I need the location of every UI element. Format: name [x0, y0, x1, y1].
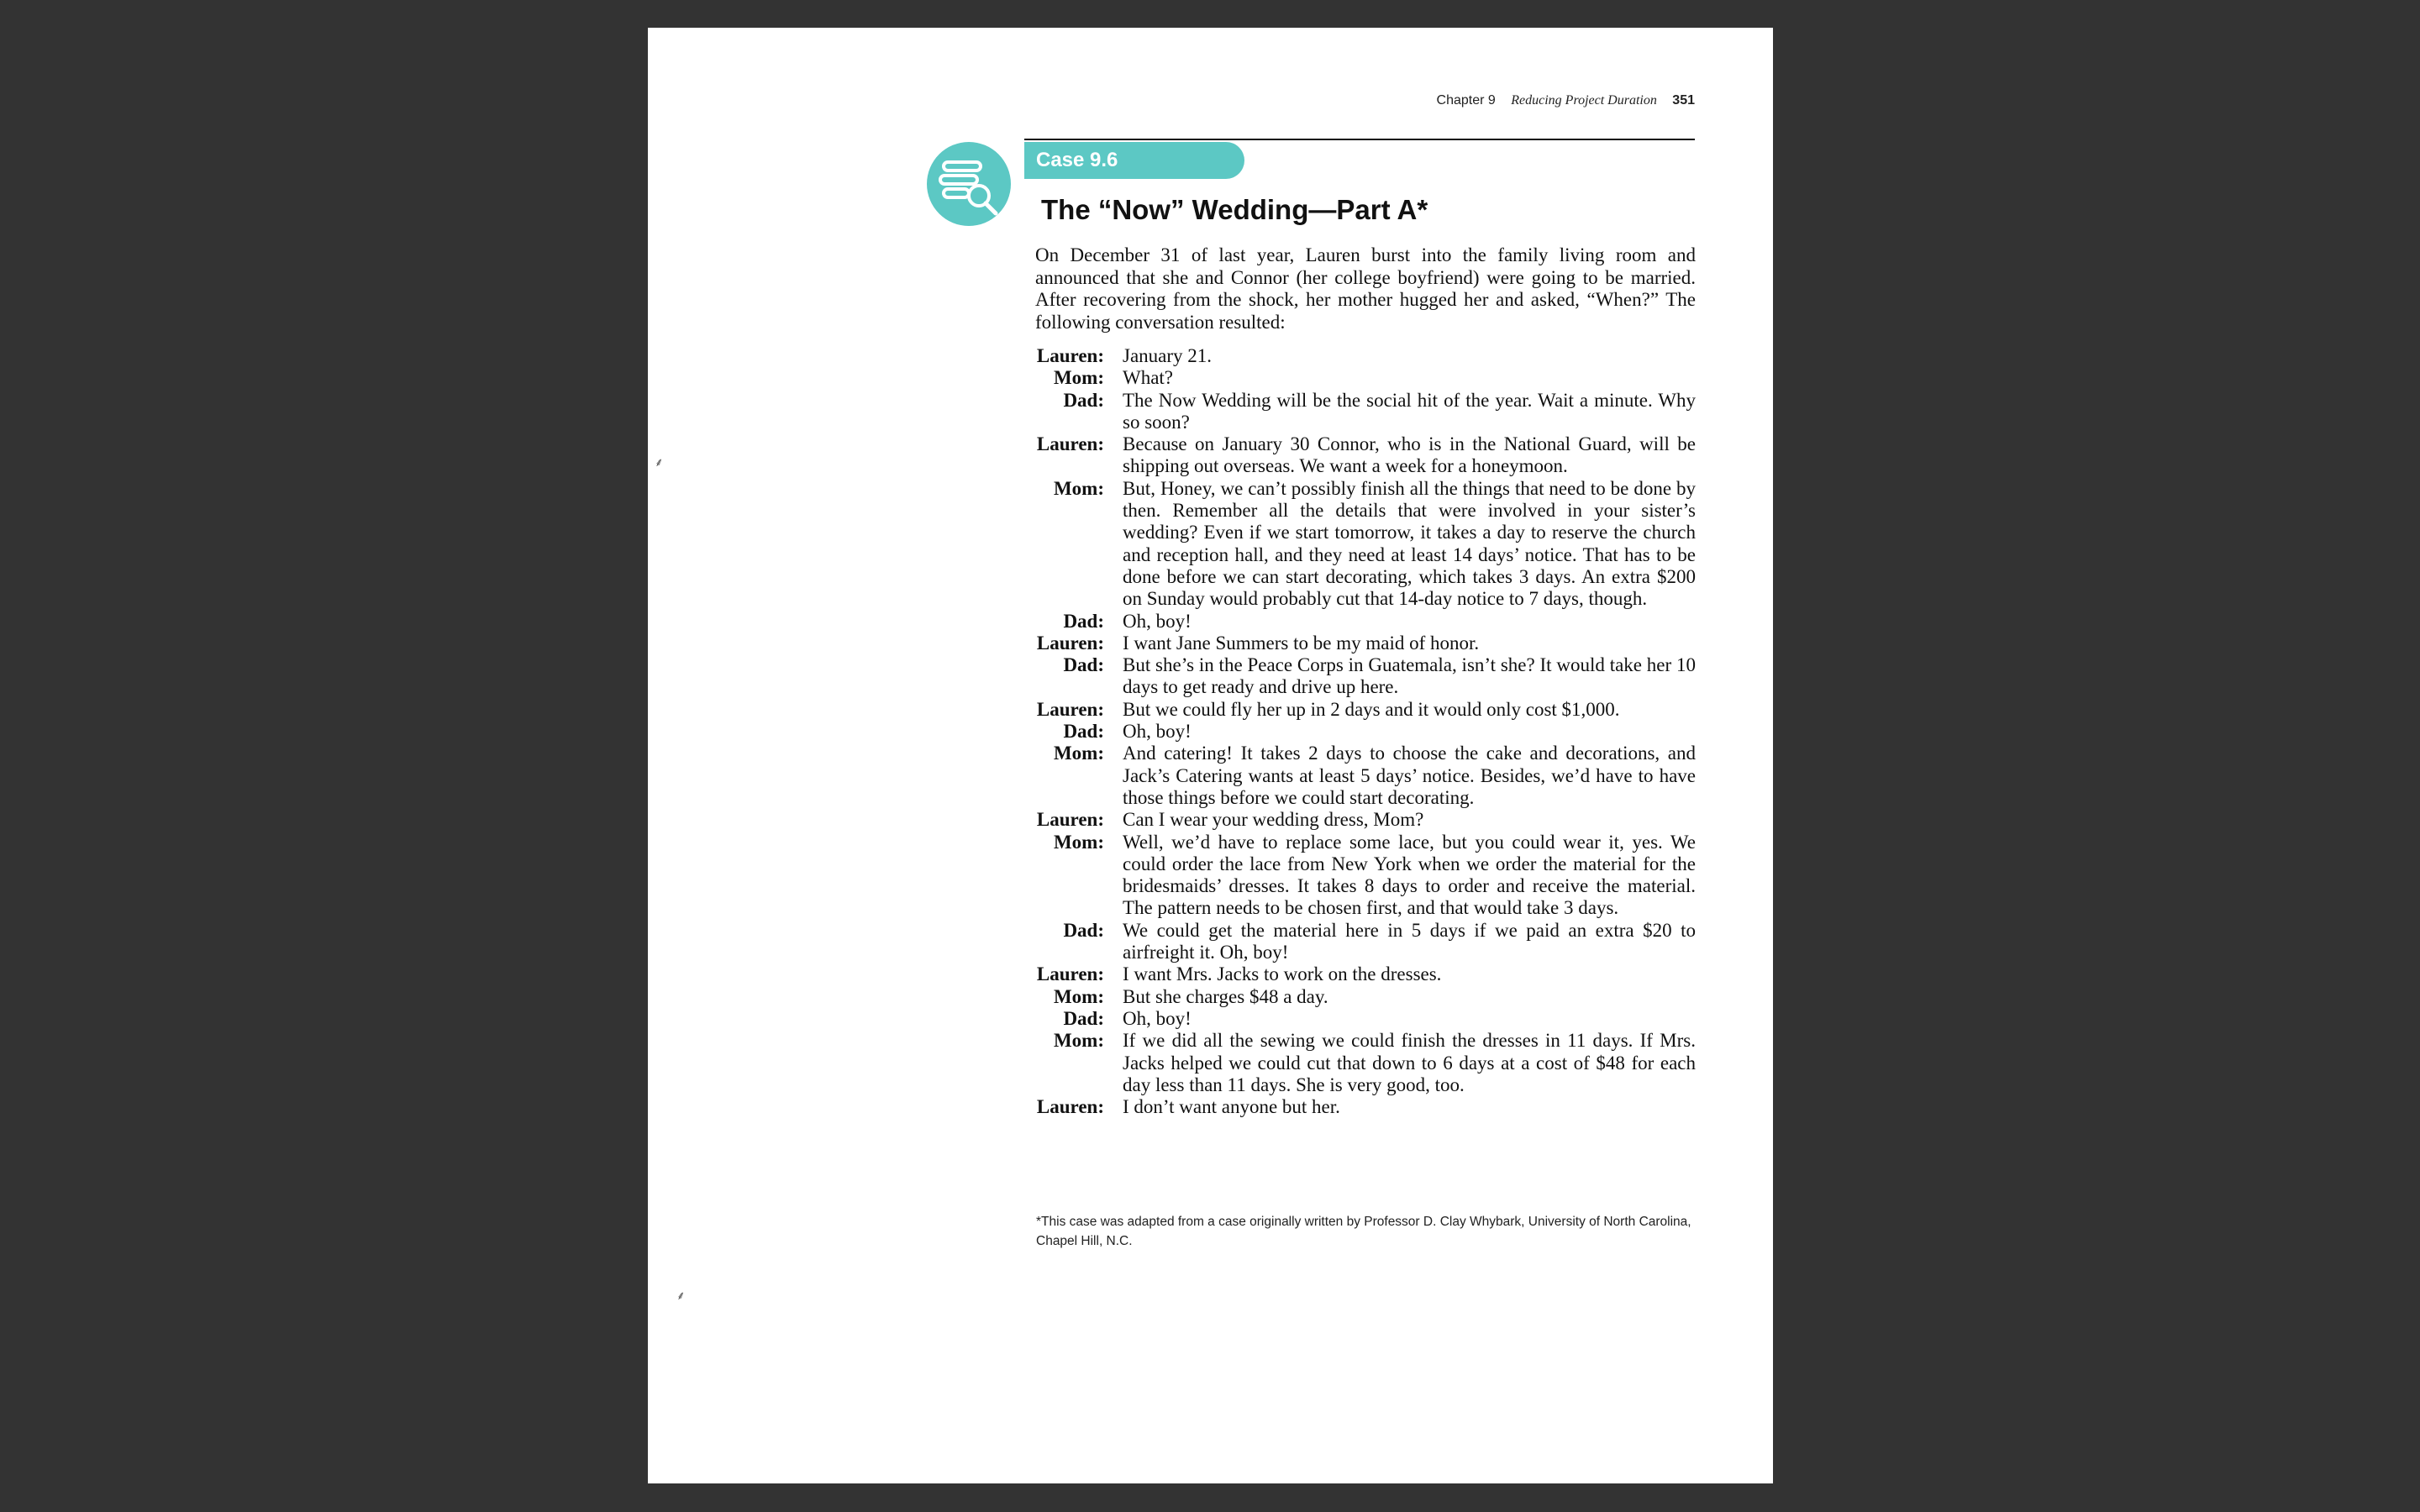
speech: But, Honey, we can’t possibly finish all the things that need to be done by then. Remember all the details that were involved in your sister’s wedding? Even if we start tomorrow, it takes a day to reserve the church and reception hall, and they need at least 14 days’ notice. That has to be done before we can start decorating, which takes 3 days. An extra $200 on Sunday would probably cut that 14-day notice to 7 days, though. — [1123, 477, 1696, 610]
speech: Oh, boy! — [1123, 610, 1192, 632]
scan-speck: ⸙ — [676, 1290, 686, 1303]
dialogue-line — [1035, 478, 1696, 611]
speaker: Lauren: — [1036, 1096, 1104, 1118]
speech: But we could fly her up in 2 days and it would only cost $1,000. — [1123, 698, 1620, 720]
dialogue-line — [1035, 345, 1696, 367]
case-title: The “Now” Wedding—Part A* — [1041, 194, 1428, 225]
intro-paragraph: On December 31 of last year, Lauren burst into the family living room and announced that she and Connor (her college boyfriend) were going to be married. After recovering from the shock, her mother hugged her and asked, “When?” The following conversation resulted: — [1035, 244, 1696, 333]
dialogue-line — [1035, 743, 1696, 809]
dialogue-line — [1035, 433, 1696, 478]
dialogue-line — [1035, 390, 1696, 434]
speech: Well, we’d have to replace some lace, but you could wear it, yes. We could order the lace from New York when we order the material for the bridesmaids’ dresses. It takes 8 days to order and receive the material. The pattern needs to be chosen first, and that would take 3 days. — [1123, 831, 1696, 919]
dialogue-line — [1035, 809, 1696, 831]
speech: But she’s in the Peace Corps in Guatemala, isn’t she? It would take her 10 days to get ready and drive up here. — [1123, 654, 1696, 698]
dialogue-line — [1035, 1096, 1696, 1118]
speaker: Dad: — [1063, 721, 1104, 743]
speech: Oh, boy! — [1123, 1007, 1192, 1029]
dialogue-line — [1035, 986, 1696, 1008]
speaker: Mom: — [1053, 1030, 1104, 1052]
speech: And catering! It takes 2 days to choose the cake and decorations, and Jack’s Catering wants at least 5 days’ notice. Besides, we’d have to have those things before we could start decorating. — [1123, 743, 1696, 808]
case-label-tab: Case 9.6 — [1024, 142, 1244, 179]
speaker: Mom: — [1053, 477, 1104, 499]
document-page — [648, 28, 1773, 1483]
books-magnifier-icon — [927, 142, 1011, 226]
speech: What? — [1123, 367, 1174, 389]
dialogue-line — [1035, 699, 1696, 721]
speech: Oh, boy! — [1123, 721, 1192, 743]
speech: We could get the material here in 5 days if we paid an extra $20 to airfreight it. Oh, boy! — [1123, 919, 1696, 963]
speaker: Lauren: — [1036, 963, 1104, 985]
speaker: Lauren: — [1036, 809, 1104, 831]
scan-speck: ⸙ — [655, 457, 664, 470]
speech: I want Jane Summers to be my maid of honor. — [1123, 632, 1480, 654]
dialogue-line — [1035, 367, 1696, 389]
footnote: *This case was adapted from a case originally written by Professor D. Clay Whybark, University of North Carolina, Chapel Hill, N.C. — [1036, 1215, 1691, 1248]
chapter-label: Chapter 9 — [1436, 93, 1496, 108]
speaker: Lauren: — [1036, 632, 1104, 654]
running-header — [648, 93, 1695, 108]
dialogue-line — [1035, 721, 1696, 743]
speech: I want Mrs. Jacks to work on the dresses. — [1123, 963, 1442, 985]
dialogue-line — [1035, 611, 1696, 633]
speech: January 21. — [1123, 345, 1213, 366]
speaker: Dad: — [1063, 654, 1104, 676]
speech: Because on January 30 Connor, who is in the National Guard, will be shipping out overseas. We want a week for a honeymoon. — [1123, 433, 1696, 477]
speaker: Mom: — [1053, 743, 1104, 764]
speech: If we did all the sewing we could finish the dresses in 11 days. If Mrs. Jacks helped we could cut that down to 6 days at a cost of $48 for each day less than 11 days. She is very good, too. — [1123, 1030, 1696, 1095]
dialogue-line — [1035, 963, 1696, 985]
speaker: Dad: — [1063, 919, 1104, 941]
dialogue-line — [1035, 1030, 1696, 1096]
speech: But she charges $48 a day. — [1123, 985, 1328, 1007]
speech: Can I wear your wedding dress, Mom? — [1123, 809, 1424, 831]
header-rule — [1024, 139, 1695, 140]
page-number: 351 — [1672, 93, 1695, 108]
speaker: Dad: — [1063, 389, 1104, 411]
dialogue-line — [1035, 920, 1696, 964]
speaker: Mom: — [1053, 985, 1104, 1007]
speaker: Lauren: — [1036, 433, 1104, 455]
speaker: Dad: — [1063, 1007, 1104, 1029]
dialogue-line — [1035, 633, 1696, 654]
speaker: Mom: — [1053, 367, 1104, 389]
dialogue-line — [1035, 1008, 1696, 1030]
speech: I don’t want anyone but her. — [1123, 1096, 1340, 1118]
dialogue-line — [1035, 654, 1696, 699]
chapter-title: Reducing Project Duration — [1511, 93, 1657, 108]
speech: The Now Wedding will be the social hit of the year. Wait a minute. Why so soon? — [1123, 389, 1696, 433]
speaker: Lauren: — [1036, 698, 1104, 720]
dialogue-line — [1035, 832, 1696, 920]
speaker: Lauren: — [1036, 345, 1104, 366]
speaker: Dad: — [1063, 610, 1104, 632]
dialogue — [1035, 345, 1696, 1118]
speaker: Mom: — [1053, 831, 1104, 853]
